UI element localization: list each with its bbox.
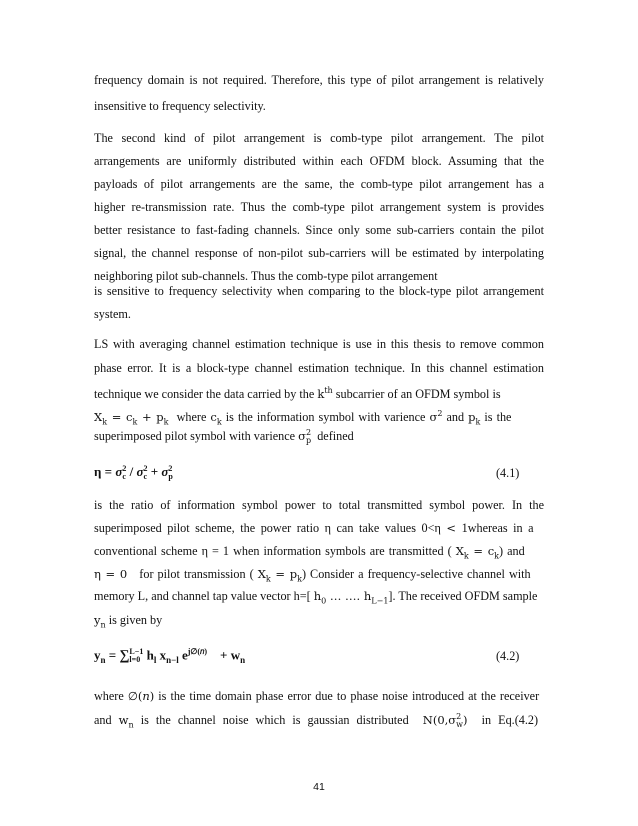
text-fragment: and (94, 713, 112, 727)
math-th: th (324, 386, 333, 395)
text-fragment: and (446, 409, 465, 424)
text-fragment: where (176, 409, 207, 424)
equation-4-1: η = σ 2 c / σ 2 c + σ 2 p (94, 464, 173, 482)
math-Xk-ck: $X_k = c_k$ (455, 544, 500, 561)
text-line-memory (94, 588, 544, 609)
text-line-sigmap (94, 428, 544, 445)
text-fragment: for pilot transmission ( (139, 567, 254, 581)
text-fragment: ) and (499, 544, 525, 558)
text-fragment: memory L, and channel tap value vector h=[ (94, 589, 311, 603)
math-normal-dist: N(0,σ 2 w ) (422, 712, 468, 729)
text-fragment: is the information symbol with varience (225, 409, 426, 424)
math-Xk-pk: $X_k = p_k$ (257, 567, 302, 584)
text-line: payloads of pilot arrangements are the same, the comb-type pilot arrangement has a (94, 177, 544, 191)
text-line: insensitive to frequency selectivity. (94, 99, 266, 113)
math-sigma-p: σ 2 p (298, 428, 312, 445)
text-line: neighboring pilot sub-channels. Thus the comb-type pilot arrangement (94, 269, 438, 283)
text-line-xk (94, 406, 544, 430)
text-fragment: superimposed pilot symbol with varience (94, 429, 296, 443)
math-phi: ∅(𝑛) (127, 689, 155, 703)
text-fragment: is given by (108, 613, 163, 627)
math-eta-zero: η = 0 (94, 567, 128, 581)
text-fragment: defined (317, 429, 354, 443)
text-line: frequency domain is not required. Therefore, this type of pilot arrangement is relatively (94, 73, 544, 87)
text-line-phase (94, 688, 544, 704)
text-line-conventional (94, 543, 544, 564)
text-line: arrangements are uniformly distributed within each OFDM block. Assuming that the (94, 154, 544, 168)
text-line-kth (94, 383, 544, 402)
text-line-pilot (94, 566, 544, 587)
text-line: is the ratio of information symbol power to total transmitted symbol power. In the (94, 498, 544, 512)
text-line: system. (94, 307, 131, 321)
text-line: The second kind of pilot arrangement is comb-type pilot arrangement. The pilot (94, 131, 544, 145)
text-fragment: conventional scheme η = 1 when information symbols are transmitted ( (94, 544, 452, 558)
text-fragment: where (94, 689, 124, 703)
math-pk: $p_k$ (468, 409, 481, 427)
text-fragment: is the channel noise which is gaussian distributed (140, 713, 409, 727)
math-ck: $c_k$ (210, 409, 222, 427)
text-line: LS with averaging channel estimation technique is use in this thesis to remove common (94, 337, 544, 351)
equation-number-4-2: (4.2) (496, 649, 520, 663)
math-wn: $w_n$ (118, 713, 134, 730)
text-fragment: is the (484, 409, 512, 424)
text-line: phase error. It is a block-type channel estimation technique. In this channel estimation (94, 361, 544, 375)
equation-number-4-1: (4.1) (496, 466, 520, 480)
text-line-yn (94, 612, 544, 633)
text-line-noise (94, 712, 544, 733)
math-Xk: $X_k = c_k + p_k$ (94, 409, 169, 427)
text-fragment: is the time domain phase error due to phase noise introduced at the receiver (158, 689, 540, 703)
text-line: better resistance to fast-fading channels. Since only some sub-carriers contain the pilot (94, 223, 544, 237)
equation-4-2: $y_n$ = ∑ L−1 l=0 $h_l$ $x_{n-l}$ $e^{j\emptyset(𝑛)}$ + $w_n$ (94, 647, 246, 665)
text-line: signal, the channel response of non-pilot sub-carriers will be estimated by interpolating (94, 246, 544, 260)
text-fragment: 1whereas in a (461, 521, 534, 535)
math-lt: < (446, 521, 457, 535)
text-fragment: subcarrier of an OFDM symbol is (335, 387, 501, 402)
text-line-eta (94, 520, 544, 536)
math-yn: $y_n$ (94, 613, 106, 630)
math-k: k (317, 387, 325, 402)
text-fragment: in Eq.(4.2) (481, 713, 539, 727)
text-fragment: superimposed pilot scheme, the power ratio η can take values 0<η (94, 521, 441, 535)
text-fragment: ) Consider a frequency-selective channel with (301, 567, 531, 581)
math-sigma2: $\sigma^2$ (429, 409, 443, 424)
page-number: 41 (313, 781, 325, 793)
math-h-vector: $h_0$ … …. $h_{L-1}$ (313, 589, 389, 606)
text-line: higher re-transmission rate. Thus the comb-type pilot arrangement system is provides (94, 200, 544, 214)
text-fragment: ]. The received OFDM sample (388, 589, 538, 603)
text-fragment: technique we consider the data carried by the (94, 387, 315, 402)
text-line: is sensitive to frequency selectivity when comparing to the block-type pilot arrangement (94, 284, 544, 298)
